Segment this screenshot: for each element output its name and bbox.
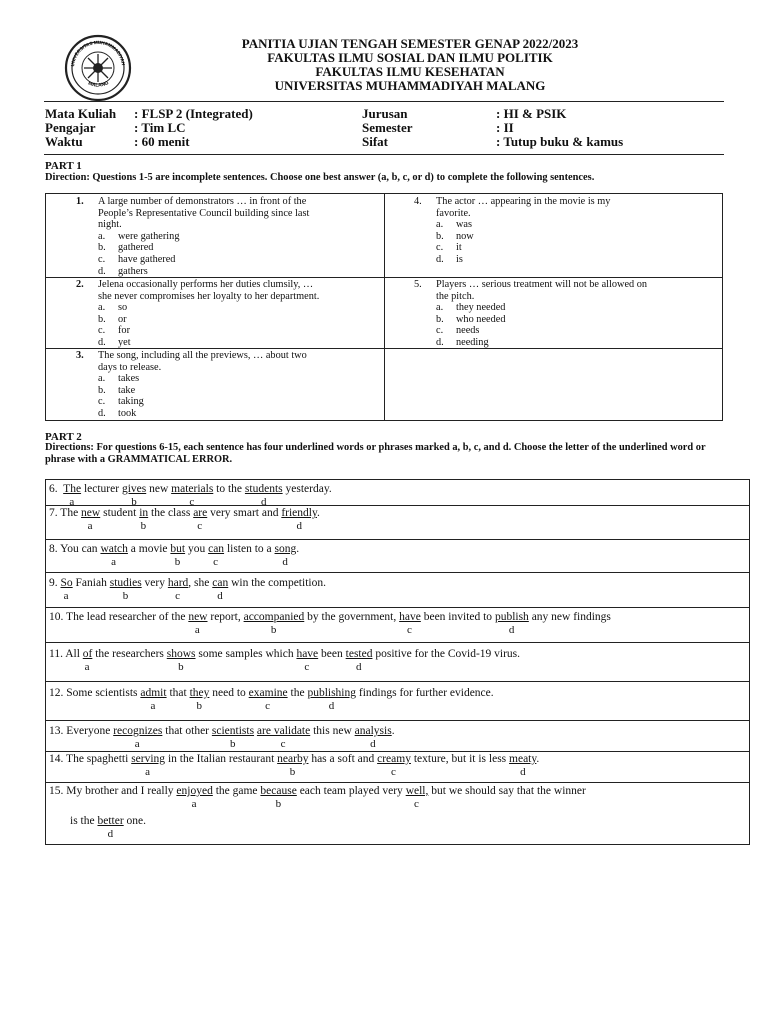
- option-letter-c: c: [265, 700, 271, 712]
- pengajar-value: : Tim LC: [134, 120, 186, 135]
- option-letter-d: d: [282, 556, 288, 568]
- question-1: [46, 196, 382, 276]
- sentence-text: has a soft and: [308, 753, 378, 765]
- jurusan-value: : HI & PSIK: [496, 106, 567, 121]
- stem-line: The song, including all the previews, … about two: [98, 350, 307, 361]
- sentence-text: that: [166, 687, 190, 699]
- sentence-text: positive for the Covid-19 virus.: [372, 648, 521, 660]
- sentence-text: 14. The spaghetti: [49, 753, 132, 765]
- option-letter-c: c: [406, 624, 412, 636]
- option-text: so: [118, 302, 128, 314]
- sentence-text: the: [287, 687, 308, 699]
- waktu-label: Waktu: [45, 134, 83, 149]
- sentence-text: yesterday.: [282, 483, 332, 495]
- question-number: 2.: [76, 279, 84, 290]
- sentence: [49, 753, 539, 766]
- option-text: or: [118, 313, 127, 325]
- sentence-text: that other: [162, 725, 212, 737]
- underlined-phrase[interactable]: because: [260, 785, 297, 797]
- question-row-6: [46, 480, 749, 506]
- part2-direction: Directions: For questions 6-15, each sentence has four underlined words or phrases marked a, b, c, and d. Choose the letter of the underlined word or phrase with a GRAMMATICAL ERROR.: [45, 442, 706, 465]
- sentence-text: 6.: [49, 483, 64, 495]
- option-letter-d: d: [370, 738, 376, 750]
- stem-line: People’s Representative Council building since last: [98, 207, 310, 219]
- question-stem: [98, 196, 380, 231]
- option-letter-d: d: [260, 496, 267, 508]
- sentence: [49, 611, 611, 624]
- question-4: [384, 196, 720, 276]
- option-letter-c: c: [189, 496, 195, 508]
- sentence: [49, 507, 320, 520]
- option-letter-c: c: [414, 798, 419, 810]
- option-letter: b.: [98, 242, 106, 254]
- option-text: was: [456, 219, 473, 231]
- sentence-text: 7. The: [49, 507, 82, 519]
- underlined-phrase[interactable]: meaty: [509, 753, 537, 765]
- underlined-phrase[interactable]: scientists: [211, 725, 255, 737]
- sentence-text: you: [185, 543, 209, 555]
- sentence-text: Faniah: [72, 577, 110, 589]
- question-5: [384, 279, 720, 359]
- stem-line: The actor … appearing in the movie is my: [436, 196, 611, 207]
- sentence: [49, 648, 520, 661]
- underlined-phrase[interactable]: they: [189, 687, 210, 699]
- sentence-text: new: [146, 483, 172, 495]
- sentence-text: in the Italian restaurant: [165, 753, 278, 765]
- option-text: gathers: [118, 265, 148, 277]
- option-letter: d.: [436, 254, 444, 265]
- sentence-text: student: [100, 507, 140, 519]
- stem-line: A large number of demonstrators … in front of the: [98, 196, 307, 207]
- question-row-14: [46, 752, 749, 783]
- stem-line: she never compromises her loyalty to her department.: [98, 290, 320, 302]
- header-line-2: FAKULTAS ILMU SOSIAL DAN ILMU POLITIK: [267, 50, 553, 65]
- underlined-phrase[interactable]: examine: [248, 687, 288, 699]
- part1-direction: Direction: Questions 1-5 are incomplete sentences. Choose one best answer (a, b, c, or d) to complete the following sentences.: [45, 172, 595, 183]
- sentence-text: 13. Everyone: [49, 725, 114, 737]
- sentence-text: texture, but it is less: [410, 753, 510, 765]
- underlined-phrase[interactable]: well,: [405, 785, 429, 797]
- question-number: 5.: [414, 279, 422, 290]
- sentence-text: any new findings: [528, 611, 611, 623]
- underlined-phrase[interactable]: So: [60, 577, 73, 589]
- underlined-phrase[interactable]: tested: [345, 648, 373, 660]
- header-line-1: PANITIA UJIAN TENGAH SEMESTER GENAP 2022/2023: [241, 36, 579, 51]
- stem-line: the pitch.: [436, 290, 475, 302]
- header-line-4: UNIVERSITAS MUHAMMADIYAH MALANG: [274, 78, 546, 93]
- option-letter-a: a: [191, 798, 197, 810]
- underlined-phrase[interactable]: in: [139, 507, 149, 519]
- sentence-text: 11. All: [49, 648, 83, 660]
- option-letter-d: d: [107, 828, 114, 840]
- option-letter: b.: [98, 384, 106, 396]
- option-letter-b: b: [122, 590, 129, 602]
- option-text: needing: [456, 337, 489, 348]
- underlined-phrase[interactable]: are validate: [256, 725, 311, 737]
- underlined-phrase[interactable]: shows: [166, 648, 196, 660]
- option-letter-a: a: [145, 766, 151, 778]
- question-row-8: [46, 540, 749, 573]
- sentence-text: to the: [213, 483, 245, 495]
- sentence-text: win the competition.: [228, 577, 326, 589]
- sentence-text: this new: [310, 725, 355, 737]
- option-text: taking: [118, 396, 144, 408]
- underlined-phrase[interactable]: can: [208, 543, 225, 555]
- option-letter-b: b: [140, 520, 147, 532]
- option-text: take: [118, 384, 136, 396]
- underlined-phrase[interactable]: song: [274, 543, 297, 555]
- underlined-phrase[interactable]: better: [97, 815, 124, 827]
- option-text: were gathering: [118, 230, 180, 242]
- part1-table: [45, 193, 723, 421]
- sentence-text: 8. You can: [49, 543, 101, 555]
- sentence-text: report,: [207, 611, 244, 623]
- sentence-text: each team played very: [296, 785, 406, 797]
- option-text: needs: [456, 325, 480, 337]
- logo-text-top: UNIVERSITAS MUHAMMADIYAH: [70, 39, 126, 67]
- question-3: [46, 350, 382, 430]
- question-stem: [436, 279, 718, 302]
- stem-line: Players … serious treatment will not be allowed on: [436, 279, 648, 290]
- option-letter: d.: [98, 408, 106, 419]
- option-letter-d: d: [328, 700, 335, 712]
- sentence: [49, 785, 586, 798]
- question-row-11: [46, 643, 749, 682]
- underlined-phrase[interactable]: The: [63, 483, 82, 495]
- question-row-12: [46, 682, 749, 721]
- option-letter: a.: [436, 302, 444, 314]
- underlined-phrase[interactable]: materials: [171, 483, 214, 495]
- option-letter: b.: [436, 230, 444, 242]
- underlined-phrase[interactable]: of: [82, 648, 93, 660]
- sentence-text: the class: [148, 507, 194, 519]
- sentence-text: the game: [212, 785, 261, 797]
- option-letter: b.: [436, 313, 444, 325]
- option-text: yet: [118, 337, 131, 348]
- underlined-phrase[interactable]: students: [244, 483, 283, 495]
- option-letter-a: a: [194, 624, 200, 636]
- question-row-13: [46, 721, 749, 752]
- part2-title: PART 2: [45, 431, 82, 443]
- sifat-value: : Tutup buku & kamus: [496, 134, 624, 149]
- underlined-phrase[interactable]: have: [296, 648, 319, 660]
- sentence-text: 15. My brother and I really: [49, 785, 177, 797]
- option-letter: a.: [98, 302, 106, 314]
- question-number: 3.: [76, 350, 84, 361]
- option-letter-a: a: [134, 738, 140, 750]
- option-letter-a: a: [69, 496, 75, 508]
- option-letter-b: b: [131, 496, 137, 508]
- underlined-phrase[interactable]: serving: [131, 753, 166, 765]
- underlined-phrase[interactable]: analysis: [354, 725, 392, 737]
- mata-kuliah-label: Mata Kuliah: [45, 106, 117, 121]
- university-logo: [64, 34, 132, 102]
- underlined-phrase[interactable]: accompanied: [243, 611, 305, 623]
- sentence-text: 9.: [49, 577, 61, 589]
- sentence-text: the researchers: [92, 648, 167, 660]
- sentence-text: one.: [123, 815, 147, 827]
- option-letter-c: c: [175, 590, 180, 602]
- sentence-text: 10. The lead researcher of the: [49, 611, 189, 623]
- question-2: [46, 279, 382, 359]
- question-stem: [436, 196, 718, 219]
- sentence-text: need to: [209, 687, 249, 699]
- option-letter-b: b: [174, 556, 181, 568]
- stem-line: favorite.: [436, 207, 471, 219]
- option-letter: c.: [98, 325, 106, 337]
- underlined-phrase[interactable]: studies: [109, 577, 142, 589]
- sentence-text: some samples which: [195, 648, 297, 660]
- sentence-text: listen to a: [224, 543, 275, 555]
- option-letter-c: c: [391, 766, 396, 778]
- option-text: it: [456, 242, 462, 254]
- sentence-text: .: [296, 543, 300, 555]
- underlined-phrase[interactable]: new: [81, 507, 101, 519]
- sentence: [49, 687, 494, 700]
- option-text: they needed: [456, 302, 506, 314]
- sentence-text: by the government,: [304, 611, 400, 623]
- option-text: who needed: [456, 313, 506, 325]
- stem-line: Jelena occasionally performs her duties clumsily, …: [98, 279, 314, 290]
- option-letter-c: c: [213, 556, 218, 568]
- option-letter-d: d: [508, 624, 515, 636]
- question-stem: [98, 279, 380, 302]
- underlined-phrase[interactable]: recognizes: [113, 725, 163, 737]
- underlined-phrase[interactable]: creamy: [377, 753, 411, 765]
- exam-info: [45, 107, 725, 149]
- sentence-text: .: [536, 753, 540, 765]
- option-letter-a: a: [111, 556, 117, 568]
- header-divider: [44, 101, 724, 102]
- exam-header: [140, 37, 680, 93]
- sentence: [49, 483, 332, 496]
- sentence-text: been: [318, 648, 346, 660]
- pengajar-label: Pengajar: [45, 120, 96, 135]
- info-divider: [44, 154, 724, 155]
- stem-line: night.: [98, 219, 122, 231]
- option-text: takes: [118, 373, 140, 385]
- sentence-text: findings for further evidence.: [356, 687, 494, 699]
- sentence: [49, 725, 395, 738]
- option-letter-b: b: [229, 738, 236, 750]
- underlined-phrase[interactable]: publishing: [307, 687, 356, 699]
- sentence-text: lecturer: [81, 483, 122, 495]
- sentence: [70, 815, 146, 828]
- option-letter-a: a: [150, 700, 156, 712]
- sentence-text: , she: [188, 577, 213, 589]
- jurusan-label: Jurusan: [362, 106, 408, 121]
- sentence-text: a movie: [127, 543, 171, 555]
- underlined-phrase[interactable]: admit: [140, 687, 167, 699]
- sentence-text: .: [391, 725, 395, 737]
- option-letter: d.: [98, 265, 106, 277]
- underlined-phrase[interactable]: enjoyed: [176, 785, 213, 797]
- option-letter-a: a: [84, 661, 90, 673]
- option-text: for: [118, 325, 131, 337]
- sentence-text: been invited to: [420, 611, 495, 623]
- option-letter-c: c: [304, 661, 310, 673]
- question-number: 1.: [76, 196, 84, 207]
- header-line-3: FAKULTAS ILMU KESEHATAN: [315, 64, 505, 79]
- sentence-text: but we should say that the winner: [428, 785, 586, 797]
- underlined-phrase[interactable]: publish: [494, 611, 529, 623]
- underlined-phrase[interactable]: gives: [121, 483, 147, 495]
- option-letter-c: c: [280, 738, 286, 750]
- logo-text-bottom: MALANG: [87, 80, 110, 89]
- part1-title: PART 1: [45, 160, 82, 172]
- underlined-phrase[interactable]: are: [193, 507, 208, 519]
- option-letter-d: d: [520, 766, 526, 778]
- sentence: [49, 543, 299, 556]
- option-letter-d: d: [296, 520, 303, 532]
- underlined-phrase[interactable]: watch: [100, 543, 128, 555]
- sentence-text: very: [141, 577, 168, 589]
- underlined-phrase[interactable]: have: [399, 611, 421, 623]
- semester-value: : II: [496, 120, 514, 135]
- option-letter-d: d: [217, 590, 223, 602]
- option-letter: c.: [436, 242, 444, 254]
- option-text: is: [456, 254, 463, 265]
- underlined-phrase[interactable]: can: [212, 577, 229, 589]
- sentence-text: .: [317, 507, 320, 519]
- option-text: have gathered: [118, 254, 176, 265]
- question-row-7: [46, 506, 749, 540]
- option-letter-b: b: [289, 766, 296, 778]
- waktu-value: : 60 menit: [134, 134, 190, 149]
- sentence-text: very smart and: [207, 507, 282, 519]
- part2-table: [45, 479, 750, 845]
- stem-line: days to release.: [98, 361, 162, 373]
- option-letter: c.: [98, 396, 106, 408]
- option-letter: b.: [98, 313, 106, 325]
- option-letter-d: d: [356, 661, 362, 673]
- option-letter: a.: [98, 373, 106, 385]
- option-letter-a: a: [63, 590, 69, 602]
- semester-label: Semester: [362, 120, 413, 135]
- sentence-text: 12. Some scientists: [49, 687, 141, 699]
- question-row-10: [46, 608, 749, 643]
- option-letter-b: b: [270, 624, 277, 636]
- underlined-phrase[interactable]: but: [170, 543, 186, 555]
- underlined-phrase[interactable]: nearby: [277, 753, 309, 765]
- option-letter-a: a: [87, 520, 93, 532]
- option-text: took: [118, 408, 137, 419]
- option-letter: a.: [98, 230, 106, 242]
- option-text: now: [456, 230, 474, 242]
- option-letter: c.: [436, 325, 444, 337]
- sentence-text: is the: [70, 815, 98, 827]
- question-row-15: [46, 783, 749, 842]
- underlined-phrase[interactable]: friendly: [281, 507, 317, 519]
- underlined-phrase[interactable]: hard: [167, 577, 189, 589]
- option-text: gathered: [118, 242, 154, 254]
- sentence: [49, 577, 326, 590]
- option-letter: a.: [436, 219, 444, 231]
- question-stem: [98, 350, 380, 373]
- option-letter-b: b: [178, 661, 184, 673]
- option-letter-b: b: [275, 798, 282, 810]
- underlined-phrase[interactable]: new: [188, 611, 208, 623]
- option-letter-b: b: [196, 700, 202, 712]
- option-letter: d.: [98, 337, 106, 348]
- option-letter: c.: [98, 254, 106, 265]
- sifat-label: Sifat: [362, 134, 388, 149]
- option-letter: d.: [436, 337, 444, 348]
- option-letter-c: c: [197, 520, 203, 532]
- question-row-9: [46, 573, 749, 608]
- question-number: 4.: [414, 196, 422, 207]
- mata-kuliah-value: : FLSP 2 (Integrated): [134, 106, 253, 121]
